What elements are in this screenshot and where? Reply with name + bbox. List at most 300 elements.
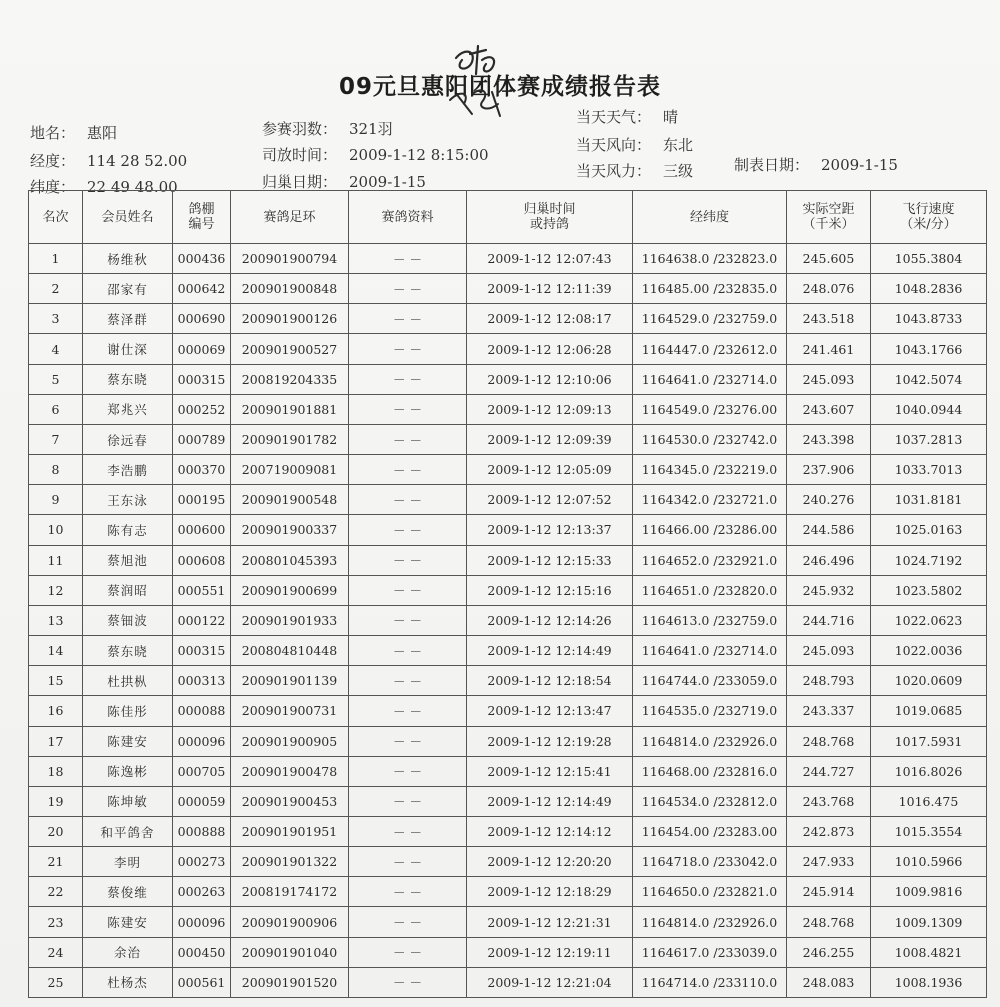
- cell-ring: 200819174172: [231, 877, 349, 907]
- report-title: 09元旦惠阳团体赛成绩报告表: [338, 74, 661, 100]
- cell-rank: 20: [29, 816, 83, 846]
- cell-return-time: 2009-1-12 12:18:29: [467, 877, 633, 907]
- cell-info: － －: [349, 847, 467, 877]
- cell-distance: 243.518: [787, 304, 871, 334]
- cell-coords: 1164613.0 /232759.0: [633, 605, 787, 635]
- meta-made-date: [734, 154, 898, 175]
- cell-rank: 9: [29, 485, 83, 515]
- latitude-label: 纬度：: [30, 178, 76, 196]
- cell-return-time: 2009-1-12 12:06:28: [467, 334, 633, 364]
- cell-member-name: 李明: [83, 847, 173, 877]
- cell-return-time: 2009-1-12 12:11:39: [467, 274, 633, 304]
- cell-speed: 1016.8026: [871, 756, 987, 786]
- table-row: [29, 364, 987, 394]
- cell-ring: 200901901933: [231, 605, 349, 635]
- made-date-label: 制表日期：: [734, 156, 810, 174]
- table-row: [29, 244, 987, 274]
- cell-info: － －: [349, 334, 467, 364]
- cell-info: － －: [349, 967, 467, 997]
- cell-coords: 1164744.0 /233059.0: [633, 666, 787, 696]
- cell-info: － －: [349, 424, 467, 454]
- wind-direction-label: 当天风向：: [576, 136, 652, 154]
- longitude-label: 经度：: [30, 152, 76, 170]
- cell-ring: 200901900527: [231, 334, 349, 364]
- cell-member-name: 李浩鹏: [83, 455, 173, 485]
- cell-return-time: 2009-1-12 12:14:49: [467, 786, 633, 816]
- cell-info: － －: [349, 545, 467, 575]
- cell-info: － －: [349, 575, 467, 605]
- cell-loft: 000195: [173, 485, 231, 515]
- cell-loft: 000436: [173, 244, 231, 274]
- longitude-value: 114 28 52.00: [87, 152, 188, 170]
- cell-ring: 200901900126: [231, 304, 349, 334]
- cell-coords: 116466.00 /23286.00: [633, 515, 787, 545]
- count-value: 321羽: [349, 120, 393, 138]
- cell-speed: 1048.2836: [871, 274, 987, 304]
- cell-member-name: 徐远春: [83, 424, 173, 454]
- cell-distance: 246.496: [787, 545, 871, 575]
- cell-speed: 1055.3804: [871, 244, 987, 274]
- cell-loft: 000705: [173, 756, 231, 786]
- cell-return-time: 2009-1-12 12:05:09: [467, 455, 633, 485]
- table-row: [29, 636, 987, 666]
- cell-distance: 248.768: [787, 907, 871, 937]
- table-row: [29, 666, 987, 696]
- release-label: 司放时间：: [262, 146, 338, 164]
- cell-coords: 1164529.0 /232759.0: [633, 304, 787, 334]
- cell-info: － －: [349, 304, 467, 334]
- header-info: 赛鸽资料: [349, 191, 467, 244]
- cell-return-time: 2009-1-12 12:09:39: [467, 424, 633, 454]
- cell-coords: 1164650.0 /232821.0: [633, 877, 787, 907]
- cell-ring: 200901900699: [231, 575, 349, 605]
- cell-coords: 116485.00 /232835.0: [633, 274, 787, 304]
- cell-coords: 1164651.0 /232820.0: [633, 575, 787, 605]
- cell-speed: 1008.4821: [871, 937, 987, 967]
- table-row: [29, 967, 987, 997]
- table-row: [29, 274, 987, 304]
- cell-rank: 7: [29, 424, 83, 454]
- header-loft-line2: 编号: [188, 217, 215, 232]
- cell-info: － －: [349, 756, 467, 786]
- wind-force-label: 当天风力：: [576, 162, 652, 180]
- cell-rank: 24: [29, 937, 83, 967]
- cell-return-time: 2009-1-12 12:15:41: [467, 756, 633, 786]
- cell-speed: 1024.7192: [871, 545, 987, 575]
- cell-info: － －: [349, 274, 467, 304]
- cell-loft: 000450: [173, 937, 231, 967]
- cell-loft: 000059: [173, 786, 231, 816]
- cell-rank: 14: [29, 636, 83, 666]
- cell-info: － －: [349, 907, 467, 937]
- cell-speed: 1043.8733: [871, 304, 987, 334]
- cell-rank: 8: [29, 455, 83, 485]
- cell-coords: 1164530.0 /232742.0: [633, 424, 787, 454]
- cell-ring: 200901900906: [231, 907, 349, 937]
- cell-speed: 1022.0036: [871, 636, 987, 666]
- table-row: [29, 455, 987, 485]
- cell-return-time: 2009-1-12 12:20:20: [467, 847, 633, 877]
- cell-coords: 1164342.0 /232721.0: [633, 485, 787, 515]
- header-coords: 经纬度: [633, 191, 787, 244]
- cell-distance: 242.873: [787, 816, 871, 846]
- cell-member-name: 和平鸽舍: [83, 816, 173, 846]
- cell-member-name: 陈逸彬: [83, 756, 173, 786]
- cell-speed: 1017.5931: [871, 726, 987, 756]
- cell-rank: 2: [29, 274, 83, 304]
- cell-coords: 1164814.0 /232926.0: [633, 726, 787, 756]
- handwritten-signature: [442, 40, 512, 130]
- cell-coords: 1164641.0 /232714.0: [633, 364, 787, 394]
- cell-info: － －: [349, 786, 467, 816]
- wind-direction-value: 东北: [663, 136, 694, 154]
- cell-ring: 200804810448: [231, 636, 349, 666]
- table-row: [29, 907, 987, 937]
- table-row: [29, 515, 987, 545]
- cell-distance: 244.586: [787, 515, 871, 545]
- cell-loft: 000122: [173, 605, 231, 635]
- cell-distance: 243.398: [787, 424, 871, 454]
- cell-member-name: 王东泳: [83, 485, 173, 515]
- cell-info: － －: [349, 605, 467, 635]
- table-row: [29, 816, 987, 846]
- header-loft: [173, 191, 231, 244]
- cell-rank: 5: [29, 364, 83, 394]
- cell-coords: 1164549.0 /23276.00: [633, 394, 787, 424]
- cell-speed: 1016.475: [871, 786, 987, 816]
- cell-loft: 000096: [173, 907, 231, 937]
- cell-return-time: 2009-1-12 12:14:26: [467, 605, 633, 635]
- cell-return-time: 2009-1-12 12:14:12: [467, 816, 633, 846]
- cell-distance: 237.906: [787, 455, 871, 485]
- cell-loft: 000888: [173, 816, 231, 846]
- cell-member-name: 杜杨杰: [83, 967, 173, 997]
- cell-coords: 1164718.0 /233042.0: [633, 847, 787, 877]
- cell-rank: 19: [29, 786, 83, 816]
- cell-coords: 1164641.0 /232714.0: [633, 636, 787, 666]
- cell-ring: 200901901322: [231, 847, 349, 877]
- cell-rank: 13: [29, 605, 83, 635]
- cell-rank: 18: [29, 756, 83, 786]
- table-row: [29, 575, 987, 605]
- cell-speed: 1042.5074: [871, 364, 987, 394]
- cell-member-name: 邵家有: [83, 274, 173, 304]
- cell-rank: 17: [29, 726, 83, 756]
- cell-member-name: 蔡泽群: [83, 304, 173, 334]
- cell-ring: 200901901040: [231, 937, 349, 967]
- weather-value: 晴: [663, 108, 679, 126]
- table-row: [29, 394, 987, 424]
- cell-loft: 000252: [173, 394, 231, 424]
- table-row: [29, 786, 987, 816]
- cell-speed: 1019.0685: [871, 696, 987, 726]
- cell-rank: 25: [29, 967, 83, 997]
- cell-return-time: 2009-1-12 12:18:54: [467, 666, 633, 696]
- cell-member-name: 蔡钿波: [83, 605, 173, 635]
- cell-speed: 1022.0623: [871, 605, 987, 635]
- return-date-label: 归巢日期：: [262, 173, 338, 191]
- header-member: 会员姓名: [83, 191, 173, 244]
- cell-ring: 200901901139: [231, 666, 349, 696]
- cell-info: － －: [349, 455, 467, 485]
- cell-speed: 1009.1309: [871, 907, 987, 937]
- cell-rank: 22: [29, 877, 83, 907]
- cell-speed: 1043.1766: [871, 334, 987, 364]
- cell-loft: 000600: [173, 515, 231, 545]
- cell-rank: 4: [29, 334, 83, 364]
- meta-weather: [576, 106, 678, 127]
- cell-ring: 200901900905: [231, 726, 349, 756]
- cell-loft: 000273: [173, 847, 231, 877]
- cell-distance: 248.793: [787, 666, 871, 696]
- cell-coords: 1164652.0 /232921.0: [633, 545, 787, 575]
- cell-member-name: 蔡东晓: [83, 636, 173, 666]
- cell-coords: 1164814.0 /232926.0: [633, 907, 787, 937]
- header-time-line2: 或持鸽: [529, 217, 569, 232]
- cell-distance: 246.255: [787, 937, 871, 967]
- cell-speed: 1010.5966: [871, 847, 987, 877]
- results-body: [29, 244, 987, 998]
- header-time-line1: 归巢时间: [523, 202, 576, 217]
- cell-loft: 000315: [173, 636, 231, 666]
- cell-member-name: 陈建安: [83, 726, 173, 756]
- cell-loft: 000551: [173, 575, 231, 605]
- table-row: [29, 937, 987, 967]
- cell-info: － －: [349, 696, 467, 726]
- table-row: [29, 726, 987, 756]
- cell-distance: 243.337: [787, 696, 871, 726]
- cell-member-name: 杜拱枞: [83, 666, 173, 696]
- cell-coords: 1164714.0 /233110.0: [633, 967, 787, 997]
- cell-return-time: 2009-1-12 12:21:31: [467, 907, 633, 937]
- cell-distance: 241.461: [787, 334, 871, 364]
- cell-return-time: 2009-1-12 12:08:17: [467, 304, 633, 334]
- latitude-value: 22 49 48.00: [87, 178, 178, 196]
- cell-ring: 200901900848: [231, 274, 349, 304]
- cell-rank: 21: [29, 847, 83, 877]
- cell-info: － －: [349, 394, 467, 424]
- cell-ring: 200901900548: [231, 485, 349, 515]
- header-loft-line1: 鸽棚: [188, 202, 215, 217]
- results-table: [28, 190, 987, 998]
- table-row: [29, 485, 987, 515]
- cell-member-name: 蔡俊维: [83, 877, 173, 907]
- table-row: [29, 605, 987, 635]
- cell-loft: 000088: [173, 696, 231, 726]
- cell-info: － －: [349, 666, 467, 696]
- made-date-value: 2009-1-15: [821, 156, 898, 174]
- cell-info: － －: [349, 485, 467, 515]
- cell-speed: 1033.7013: [871, 455, 987, 485]
- cell-ring: 200901901520: [231, 967, 349, 997]
- cell-distance: 248.768: [787, 726, 871, 756]
- cell-info: － －: [349, 726, 467, 756]
- table-row: [29, 877, 987, 907]
- cell-loft: 000313: [173, 666, 231, 696]
- cell-loft: 000642: [173, 274, 231, 304]
- header-distance-line2: （千米）: [802, 217, 855, 232]
- cell-distance: 245.914: [787, 877, 871, 907]
- cell-rank: 16: [29, 696, 83, 726]
- weather-label: 当天天气：: [576, 108, 652, 126]
- header-distance-line1: 实际空距: [802, 202, 855, 217]
- cell-return-time: 2009-1-12 12:13:37: [467, 515, 633, 545]
- cell-speed: 1023.5802: [871, 575, 987, 605]
- cell-member-name: 郑兆兴: [83, 394, 173, 424]
- cell-ring: 200819204335: [231, 364, 349, 394]
- cell-loft: 000608: [173, 545, 231, 575]
- location-label: 地名：: [30, 124, 76, 142]
- meta-count: [262, 118, 393, 139]
- table-row: [29, 696, 987, 726]
- cell-rank: 1: [29, 244, 83, 274]
- cell-member-name: 陈佳彤: [83, 696, 173, 726]
- cell-info: － －: [349, 515, 467, 545]
- count-label: 参赛羽数：: [262, 120, 338, 138]
- cell-info: － －: [349, 937, 467, 967]
- table-row: [29, 334, 987, 364]
- cell-ring: 200901900478: [231, 756, 349, 786]
- cell-ring: 200901901951: [231, 816, 349, 846]
- cell-return-time: 2009-1-12 12:07:52: [467, 485, 633, 515]
- meta-longitude: [30, 150, 187, 171]
- table-row: [29, 545, 987, 575]
- cell-info: － －: [349, 877, 467, 907]
- cell-ring: 200719009081: [231, 455, 349, 485]
- cell-loft: 000315: [173, 364, 231, 394]
- cell-info: － －: [349, 364, 467, 394]
- cell-ring: 200901901881: [231, 394, 349, 424]
- header-distance: [787, 191, 871, 244]
- cell-return-time: 2009-1-12 12:14:49: [467, 636, 633, 666]
- cell-return-time: 2009-1-12 12:15:16: [467, 575, 633, 605]
- cell-return-time: 2009-1-12 12:19:11: [467, 937, 633, 967]
- cell-coords: 1164345.0 /232219.0: [633, 455, 787, 485]
- meta-wind-force: [576, 160, 693, 181]
- cell-member-name: 谢仕深: [83, 334, 173, 364]
- cell-member-name: 杨维秋: [83, 244, 173, 274]
- cell-speed: 1009.9816: [871, 877, 987, 907]
- cell-speed: 1031.8181: [871, 485, 987, 515]
- header-rank: 名次: [29, 191, 83, 244]
- cell-loft: 000561: [173, 967, 231, 997]
- cell-distance: 244.716: [787, 605, 871, 635]
- cell-loft: 000370: [173, 455, 231, 485]
- header-ring: 赛鸽足环: [231, 191, 349, 244]
- cell-return-time: 2009-1-12 12:13:47: [467, 696, 633, 726]
- cell-ring: 200901900337: [231, 515, 349, 545]
- meta-location: [30, 122, 117, 143]
- cell-loft: 000789: [173, 424, 231, 454]
- cell-member-name: 余治: [83, 937, 173, 967]
- cell-return-time: 2009-1-12 12:21:04: [467, 967, 633, 997]
- cell-coords: 1164534.0 /232812.0: [633, 786, 787, 816]
- cell-rank: 11: [29, 545, 83, 575]
- meta-return-date: [262, 171, 426, 192]
- cell-distance: 248.076: [787, 274, 871, 304]
- cell-speed: 1025.0163: [871, 515, 987, 545]
- cell-distance: 245.932: [787, 575, 871, 605]
- location-value: 惠阳: [87, 124, 118, 142]
- header-time: [467, 191, 633, 244]
- cell-rank: 23: [29, 907, 83, 937]
- cell-speed: 1008.1936: [871, 967, 987, 997]
- table-row: [29, 304, 987, 334]
- cell-speed: 1015.3554: [871, 816, 987, 846]
- cell-distance: 243.768: [787, 786, 871, 816]
- cell-return-time: 2009-1-12 12:07:43: [467, 244, 633, 274]
- cell-ring: 200901900453: [231, 786, 349, 816]
- cell-member-name: 陈建安: [83, 907, 173, 937]
- cell-speed: 1020.0609: [871, 666, 987, 696]
- cell-rank: 12: [29, 575, 83, 605]
- cell-distance: 243.607: [787, 394, 871, 424]
- cell-return-time: 2009-1-12 12:15:33: [467, 545, 633, 575]
- cell-ring: 200901900794: [231, 244, 349, 274]
- cell-member-name: 蔡东晓: [83, 364, 173, 394]
- cell-member-name: 蔡旭池: [83, 545, 173, 575]
- cell-distance: 248.083: [787, 967, 871, 997]
- cell-distance: 245.093: [787, 636, 871, 666]
- cell-rank: 3: [29, 304, 83, 334]
- release-value: 2009-1-12 8:15:00: [349, 146, 489, 164]
- cell-rank: 15: [29, 666, 83, 696]
- cell-speed: 1040.0944: [871, 394, 987, 424]
- header-speed: [871, 191, 987, 244]
- table-row: [29, 847, 987, 877]
- table-row: [29, 756, 987, 786]
- cell-return-time: 2009-1-12 12:10:06: [467, 364, 633, 394]
- cell-rank: 6: [29, 394, 83, 424]
- cell-coords: 1164535.0 /232719.0: [633, 696, 787, 726]
- cell-info: － －: [349, 816, 467, 846]
- cell-speed: 1037.2813: [871, 424, 987, 454]
- cell-loft: 000069: [173, 334, 231, 364]
- cell-distance: 244.727: [787, 756, 871, 786]
- header-speed-line1: 飞行速度: [902, 202, 955, 217]
- cell-distance: 240.276: [787, 485, 871, 515]
- cell-distance: 245.093: [787, 364, 871, 394]
- table-header-row: [29, 191, 987, 244]
- header-speed-line2: （米/分）: [900, 217, 957, 232]
- cell-ring: 200901901782: [231, 424, 349, 454]
- cell-return-time: 2009-1-12 12:19:28: [467, 726, 633, 756]
- cell-loft: 000263: [173, 877, 231, 907]
- cell-coords: 1164617.0 /233039.0: [633, 937, 787, 967]
- cell-member-name: 陈坤敏: [83, 786, 173, 816]
- meta-wind-direction: [576, 134, 693, 155]
- cell-coords: 116468.00 /232816.0: [633, 756, 787, 786]
- cell-rank: 10: [29, 515, 83, 545]
- meta-release: [262, 144, 489, 165]
- cell-loft: 000096: [173, 726, 231, 756]
- cell-member-name: 蔡润昭: [83, 575, 173, 605]
- wind-force-value: 三级: [663, 162, 694, 180]
- cell-return-time: 2009-1-12 12:09:13: [467, 394, 633, 424]
- cell-info: － －: [349, 244, 467, 274]
- cell-distance: 245.605: [787, 244, 871, 274]
- cell-coords: 1164638.0 /232823.0: [633, 244, 787, 274]
- cell-member-name: 陈有志: [83, 515, 173, 545]
- table-row: [29, 424, 987, 454]
- cell-ring: 200901900731: [231, 696, 349, 726]
- cell-distance: 247.933: [787, 847, 871, 877]
- cell-loft: 000690: [173, 304, 231, 334]
- cell-coords: 1164447.0 /232612.0: [633, 334, 787, 364]
- cell-ring: 200801045393: [231, 545, 349, 575]
- return-date-value: 2009-1-15: [349, 173, 426, 191]
- cell-info: － －: [349, 636, 467, 666]
